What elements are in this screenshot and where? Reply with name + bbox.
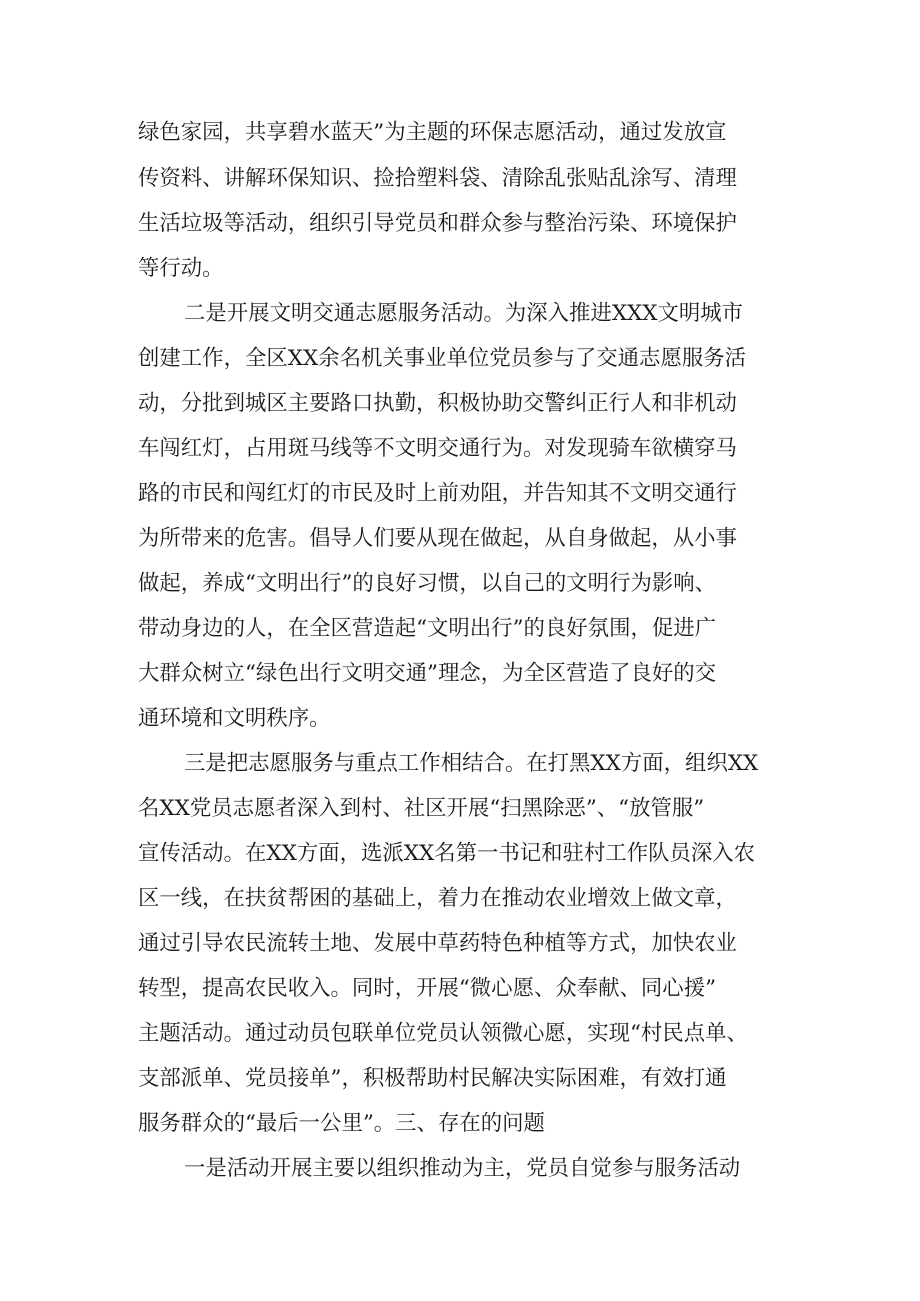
paragraph-start-line: 三是把志愿服务与重点工作相结合。在打黑XX方面，组织XX xyxy=(184,751,759,776)
text-line: 做起，养成“文明出行”的良好习惯，以自己的文明行为影响、 xyxy=(138,571,717,596)
text-line: 传资料、讲解环保知识、捡拾塑料袋、清除乱张贴乱涂写、清理 xyxy=(138,166,737,191)
text-line: 名XX党员志愿者深入到村、社区开展“扫黑除恶”、“放管服” xyxy=(138,796,705,821)
text-line: 主题活动。通过动员包联单位党员认领微心愿，实现“村民点单、 xyxy=(138,1021,748,1046)
text-line: 动，分批到城区主要路口执勤，积极协助交警纠正行人和非机动 xyxy=(138,391,737,416)
text-line: 宣传活动。在XX方面，选派XX名第一书记和驻村工作队员深入农 xyxy=(138,841,756,866)
text-line: 路的市民和闯红灯的市民及时上前劝阻，并告知其不文明交通行 xyxy=(138,481,737,506)
text-line: 为所带来的危害。倡导人们要从现在做起，从自身做起，从小事 xyxy=(138,526,737,551)
text-line: 等行动。 xyxy=(138,256,224,281)
text-line: 车闯红灯，占用斑马线等不文明交通行为。对发现骑车欲横穿马 xyxy=(138,436,737,461)
paragraph-start-line: 一是活动开展主要以组织推动为主，党员自觉参与服务活动 xyxy=(184,1156,741,1181)
text-line: 通过引导农民流转土地、发展中草药特色种植等方式，加快农业 xyxy=(138,931,737,956)
text-line: 生活垃圾等活动，组织引导党员和群众参与整治污染、环境保护 xyxy=(138,211,737,236)
text-line: 绿色家园，共享碧水蓝天”为主题的环保志愿活动，通过发放宣 xyxy=(138,120,727,145)
text-line: 转型，提高农民收入。同时，开展“微心愿、众奉献、同心援” xyxy=(138,976,717,1001)
text-line: 区一线，在扶贫帮困的基础上，着力在推动农业增效上做文章， xyxy=(138,886,737,911)
text-line: 支部派单、党员接单”，积极帮助村民解决实际困难，有效打通 xyxy=(138,1066,727,1091)
text-line: 大群众树立“绿色出行文明交通”理念，为全区营造了良好的交 xyxy=(138,661,717,686)
text-line: 通环境和文明秩序。 xyxy=(138,706,331,731)
text-line: 创建工作，全区XX余名机关事业单位党员参与了交通志愿服务活 xyxy=(138,346,747,371)
paragraph-start-line: 二是开展文明交通志愿服务活动。为深入推进XXX文明城市 xyxy=(184,301,744,326)
text-line: 服务群众的“最后一公里”。三、存在的问题 xyxy=(138,1111,545,1136)
text-line: 带动身边的人，在全区营造起“文明出行”的良好氛围，促进广 xyxy=(138,616,717,641)
